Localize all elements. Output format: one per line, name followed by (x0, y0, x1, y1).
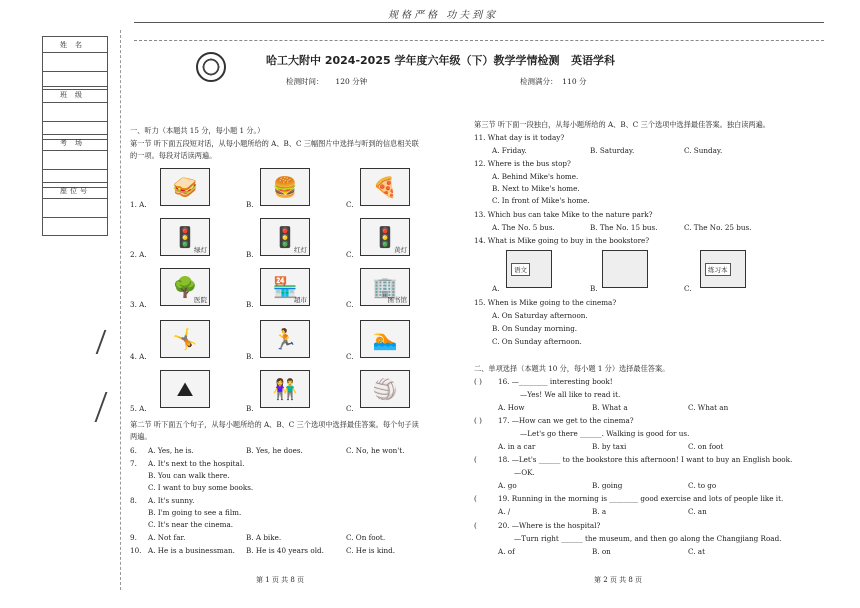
option-c[interactable]: C. In front of Mike's home. (492, 196, 590, 205)
question-stem: 15. When is Mike going to the cinema? (474, 298, 617, 307)
page-number-right: 第 2 页 共 8 页 (594, 576, 643, 584)
option-c-label: C. (346, 352, 354, 361)
question-stem: 19. Running in the morning is ________ good exercise and lots of people like it. (498, 494, 784, 503)
question-reply: —Let's go there ______. Walking is good for us. (520, 429, 690, 438)
option-c[interactable]: C. an (688, 507, 707, 516)
option-b[interactable]: B. He is 40 years old. (246, 546, 324, 555)
option-b[interactable]: B. On Sunday morning. (492, 324, 578, 333)
option-c-label: C. (346, 200, 354, 209)
question-number: 3. A. (130, 300, 147, 309)
option-picture[interactable]: ⛰ (160, 370, 210, 408)
exam-room-label: 考场 (43, 135, 107, 151)
option-b[interactable]: B. by taxi (592, 442, 627, 451)
header-divider (134, 22, 824, 23)
answer-paren[interactable]: ( (474, 494, 477, 503)
question-stem: 16. —________ interesting book! (498, 377, 613, 386)
option-picture[interactable]: 🚦 黄灯 (360, 218, 410, 256)
exam-score: 检测满分： 110 分 (520, 77, 587, 86)
option-picture[interactable]: 🌳 医院 (160, 268, 210, 306)
option-c[interactable]: C. Sunday. (684, 146, 723, 155)
option-c[interactable]: C. On foot. (346, 533, 386, 542)
option-c[interactable]: C. at (688, 547, 705, 556)
option-a[interactable]: A. / (498, 507, 511, 516)
question-stem: 20. —Where is the hospital? (498, 521, 601, 530)
page-number-left: 第 1 页 共 8 页 (256, 576, 305, 584)
option-b-label: B. (246, 200, 254, 209)
option-picture[interactable]: 🤸 (160, 320, 210, 358)
option-a[interactable]: A. It's sunny. (148, 496, 195, 505)
option-picture[interactable]: 🍔 (260, 168, 310, 206)
option-a[interactable]: A. Friday. (492, 146, 527, 155)
option-a[interactable]: A. How (498, 403, 525, 412)
answer-paren[interactable]: ( (474, 455, 477, 464)
seat-number-box[interactable] (42, 182, 108, 236)
option-b-label: B. (590, 284, 598, 293)
question-number: 10. (130, 546, 142, 555)
option-a-label: A. (492, 284, 500, 293)
option-a[interactable]: A. Behind Mike's home. (492, 172, 579, 181)
question-number: 1. A. (130, 200, 147, 209)
option-b[interactable]: B. on (592, 547, 611, 556)
option-picture[interactable]: 🏪 超市 (260, 268, 310, 306)
option-c-label: C. (346, 404, 354, 413)
option-c[interactable]: C. on foot (688, 442, 724, 451)
part1-heading: 一、听力（本题共 15 分，每小题 1 分。） (130, 126, 265, 135)
question-number: 4. A. (130, 352, 147, 361)
option-c-label: C. (346, 300, 354, 309)
option-b-label: B. (246, 352, 254, 361)
option-picture[interactable]: 🏃 (260, 320, 310, 358)
option-a[interactable]: A. The No. 5 bus. (492, 223, 555, 232)
option-b[interactable]: B. a (592, 507, 607, 516)
option-a[interactable]: A. in a car (498, 442, 536, 451)
option-b[interactable]: B. You can walk there. (148, 471, 230, 480)
question-number: 2. A. (130, 250, 147, 259)
option-c[interactable]: C. The No. 25 bus. (684, 223, 752, 232)
exam-room-box[interactable] (42, 134, 108, 188)
option-b-label: B. (246, 250, 254, 259)
question-number: 9. (130, 533, 137, 542)
question-stem: 14. What is Mike going to buy in the bookstore? (474, 236, 650, 245)
part1-sec3-instruction: 第三节 听下面一段独白，从每小题所给的 A、B、C 三个选项中选择最佳答案。独白读两遍。 (474, 120, 770, 129)
option-a[interactable]: A. of (498, 547, 515, 556)
answer-paren[interactable]: ( (474, 521, 477, 530)
option-a[interactable]: A. He is a businessman. (148, 546, 235, 555)
answer-paren[interactable]: ( ) (474, 377, 482, 386)
question-number: 7. (130, 459, 137, 468)
option-c[interactable]: C. What an (688, 403, 729, 412)
option-c[interactable]: C. On Sunday afternoon. (492, 337, 582, 346)
option-a[interactable]: A. It's next to the hospital. (148, 459, 245, 468)
class-label: 班级 (43, 87, 107, 103)
question-stem: 11. What day is it today? (474, 133, 565, 142)
exam-time: 检测时间： 120 分钟 (286, 77, 368, 86)
option-picture[interactable]: 🚦 红灯 (260, 218, 310, 256)
pencil-mark (95, 392, 118, 422)
binding-line (120, 30, 121, 590)
option-picture[interactable]: 🥪 (160, 168, 210, 206)
option-c[interactable]: C. to go (688, 481, 717, 490)
option-a[interactable]: A. go (498, 481, 517, 490)
book-picture-c[interactable]: 练习本 (700, 250, 746, 288)
question-stem: 12. Where is the bus stop? (474, 159, 571, 168)
option-b-label: B. (246, 300, 254, 309)
option-b[interactable]: B. I'm going to see a film. (148, 508, 242, 517)
option-picture[interactable]: 👫 (260, 370, 310, 408)
seat-number-label: 座位号 (43, 183, 107, 199)
book-picture-a[interactable]: 语文 (506, 250, 552, 288)
option-picture[interactable]: 🏐 (360, 370, 410, 408)
option-c[interactable]: C. I want to buy some books. (148, 483, 254, 492)
question-number: 5. A. (130, 404, 147, 413)
question-number: 8. (130, 496, 137, 505)
school-logo-icon (196, 52, 226, 82)
option-b-label: B. (246, 404, 254, 413)
pencil-mark (96, 330, 117, 354)
question-reply: —OK. (514, 468, 535, 477)
option-picture[interactable]: 🍕 (360, 168, 410, 206)
option-a[interactable]: A. Yes, he is. (148, 446, 194, 455)
option-c[interactable]: C. No, he won't. (346, 446, 405, 455)
option-b[interactable]: B. Next to Mike's home. (492, 184, 580, 193)
question-stem: 17. —How can we get to the cinema? (498, 416, 634, 425)
option-b[interactable]: B. What a (592, 403, 628, 412)
question-number: 6. (130, 446, 137, 455)
exam-title: 哈工大附中 2024-2025 学年度六年级（下）教学学情检测 英语学科 (266, 54, 615, 67)
name-label: 姓名 (43, 37, 107, 53)
option-picture[interactable]: 🏊 (360, 320, 410, 358)
part1-sec1-instruction: 的一项。每段对话读两遍。 (130, 151, 217, 160)
option-picture[interactable]: 🏢 图书馆 (360, 268, 410, 306)
answer-paren[interactable]: ( ) (474, 416, 482, 425)
subject-label: 英语学科 (570, 54, 615, 67)
option-c-label: C. (684, 284, 692, 293)
part2-heading: 二、单项选择（本题共 10 分，每小题 1 分）选择最佳答案。 (474, 364, 670, 373)
option-b[interactable]: B. A bike. (246, 533, 282, 542)
option-b[interactable]: B. going (592, 481, 623, 490)
part1-sec2-instruction: 两遍。 (130, 432, 152, 441)
part1-sec1-instruction: 第一节 听下面五段短对话，从每小题所给的 A、B、C 三幅图片中选择与听到的信息相关联 (130, 139, 419, 148)
option-b[interactable]: B. Yes, he does. (246, 446, 303, 455)
option-c[interactable]: C. He is kind. (346, 546, 396, 555)
option-b[interactable]: B. Saturday. (590, 146, 635, 155)
question-stem: 13. Which bus can take Mike to the nature park? (474, 210, 653, 219)
option-picture[interactable]: 🚦 绿灯 (160, 218, 210, 256)
header-dashed-divider (134, 40, 824, 41)
option-c[interactable]: C. It's near the cinema. (148, 520, 234, 529)
name-box[interactable] (42, 36, 108, 90)
class-box[interactable] (42, 86, 108, 140)
question-stem: 18. —Let's ______ to the bookstore this afternoon! I want to buy an English book. (498, 455, 793, 464)
book-picture-b[interactable] (602, 250, 648, 288)
option-a[interactable]: A. Not far. (148, 533, 186, 542)
part1-sec2-instruction: 第二节 听下面五个句子，从每小题所给的 A、B、C 三个选项中选择最佳答案。每个句子读 (130, 420, 419, 429)
school-motto: 规格严格 功夫到家 (388, 10, 499, 21)
option-a[interactable]: A. On Saturday afternoon. (492, 311, 588, 320)
question-reply: —Turn right ______ the museum, and then go along the Changjiang Road. (514, 534, 782, 543)
question-reply: —Yes! We all like to read it. (520, 390, 621, 399)
option-b[interactable]: B. The No. 15 bus. (590, 223, 658, 232)
option-c-label: C. (346, 250, 354, 259)
